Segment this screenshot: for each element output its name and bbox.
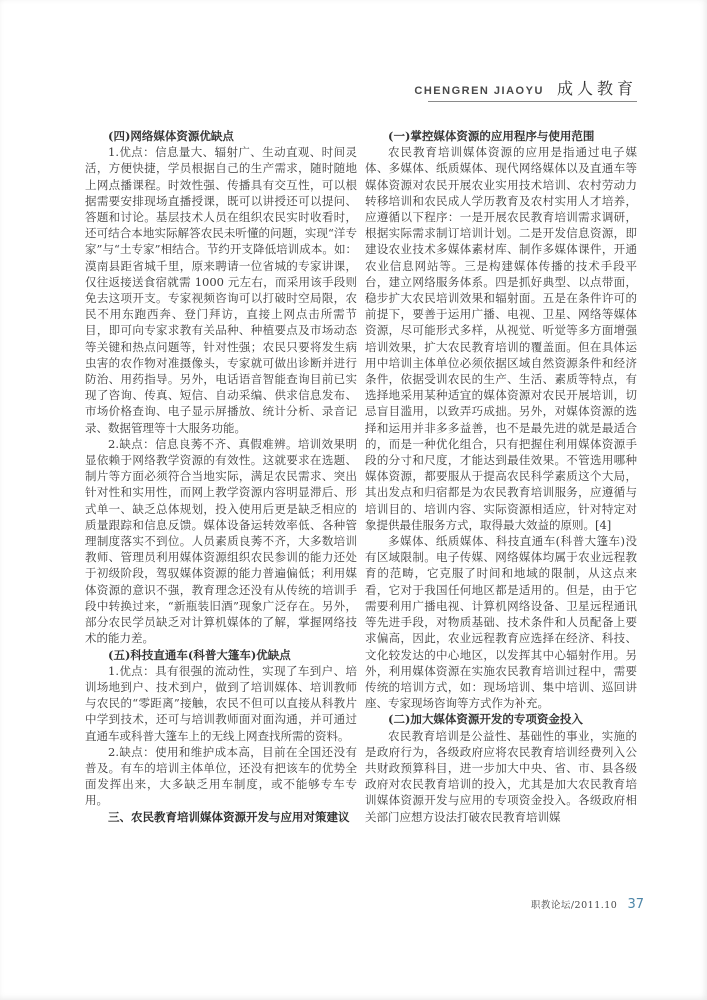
footer-page-number: 37	[627, 897, 644, 912]
paragraph-network-advantages: 1.优点：信息量大、辐射广、生动直观、时间灵活，方便快捷，学员根据自己的生产需求，随时随地上网点播课程。时效性强、传播具有交互性，可以根据需要安排现场直播授课，既可以讲授还可以提问、答题和讨论。基层技术人员在组织农民实时收看时，还可结合本地实际解答农民未听懂的问题，实现“洋专家”与“土专家”相结合。节约开支降低培训成本。如：漠南县距省城千里，原来聘请一位省城的专家讲课，仅往返接送食宿就需 1000 元左右，而采用该手段则免去这项开支。专家视频咨询可以打破时空局限，农民不用东跑西奔、登门拜访，直接上网点击所需节目，即可向专家求教有关品种、种植要点及市场动态等关键和热点问题等，针对性强；农民只要将发生病虫害的农作物对准摄像头，专家就可做出诊断并进行防治、用药指导。另外，电话语音智能查询目前已实现了咨询、传真、短信、自动采编、供求信息发布、市场价格查询、电子显示屏播放、统计分析、录音记录、数据管理等十大服务功能。	[85, 145, 357, 435]
paragraph-express-disadvantages: 2.缺点：使用和维护成本高，目前在全国还没有普及。有车的培训主体单位，还没有把该车的优势全面发挥出来，大多缺乏用车制度，或不能够专车专用。	[85, 744, 357, 808]
right-text-column	[365, 128, 637, 825]
paragraph-express-advantages: 1.优点：具有很强的流动性，实现了车到户、培训场地到户、技术到户，做到了培训媒体、培训教师与农民的“零距离”接触，农民不但可以直接从科教片中学到技术，还可与培训教师面对面沟通，并可通过直通车或科普大篷车上的无线上网查找所需的资料。	[85, 663, 357, 743]
paragraph-network-disadvantages: 2.缺点：信息良莠不齐、真假难辨。培训效果明显依赖于网络教学资源的有效性。这就要求在选题、制片等方面必须符合当地实际，满足农民需求、突出针对性和实用性，而网上教学资源内容明显滞后、形式单一、缺乏总体规划，投入使用后更是缺乏相应的质量跟踪和信息反馈。媒体设备运转效率低、各种管理制度落实不到位。人员素质良莠不齐，大多数培训教师、管理员利用媒体资源组织农民参训的能力还处于初级阶段，驾驭媒体资源的能力普遍偏低；利用媒体资源的意识不强，教育理念还没有从传统的培训手段中转换过来，“新瓶装旧酒”现象广泛存在。另外，部分农民学员缺乏对计算机媒体的了解，掌握网络技术的能力差。	[85, 436, 357, 646]
section-heading-network-media: (四)网络媒体资源优缺点	[108, 129, 234, 143]
paragraph-funding-input: 农民教育培训是公益性、基础性的事业，实施的是政府行为，各级政府应将农民教育培训经费列入公共财政预算科目，进一步加大中央、省、市、县各级政府对农民教育培训的投入，尤其是加大农民教育培训媒体资源开发与应用的专项资金投入。各级政府相关部门应想方设法打破农民教育培训媒	[365, 728, 637, 824]
section-heading-tech-express: (五)科技直通车(科普大篷车)优缺点	[108, 647, 291, 662]
journal-title-chinese: 成人教育	[556, 79, 637, 98]
header-divider	[428, 101, 637, 102]
paragraph-application-procedure: 农民教育培训媒体资源的应用是指通过电子媒体、多媒体、纸质媒体、现代网络媒体以及直通车等媒体资源对农民开展农业实用技术培训、农村劳动力转移培训和农民成人学历教育及农村实用人才培养，应遵循以下程序：一是开展农民教育培训需求调研，根据实际需求制订培训计划。二是开发信息资源，即建设农业技术多媒体素材库、制作多媒体课件，开通农业信息网站等。三是构建媒体传播的技术手段平台，建立网络服务体系。四是抓好典型、以点带面，稳步扩大农民培训效果和辐射面。五是在条件许可的前提下，要善于运用广播、电视、卫星、网络等媒体资源，尽可能形式多样，从视觉、听觉等多方面增强培训效果，扩大农民教育培训的覆盖面。但在具体运用中培训主体单位必须依据区域自然资源条件和经济条件，依据受训农民的生产、生活、素质等特点，有选择地采用某种适宜的媒体资源对农民开展培训，切忌盲目滥用，以致弄巧成拙。另外，对媒体资源的选择和运用并非多多益善，也不是最先进的就是最适合的，而是一种优化组合，只有把握住利用媒体资源手段的分寸和尺度，才能达到最佳效果。不管选用哪种媒体资源，都要服从于提高农民科学素质这个大局，其出发点和归宿都是为农民教育培训服务，应遵循与培训目的、培训内容、实际资源相适应，针对特定对象提供最佳服务方式，取得最大效益的原则。[4]	[365, 145, 637, 532]
paragraph-regional-limits: 多媒体、纸质媒体、科技直通车(科普大篷车)没有区域限制。电子传媒、网络媒体均属于农业远程教育的范畴，它克服了时间和地域的限制，从这点来看，它对于我国任何地区都是适用的。但是，由于它需要利用广播电视、计算机网络设备、卫星远程通讯等先进手段，对物质基础、技术条件和人员配备上要求偏高，因此，农业远程教育应选择在经济、科技、文化较发达的中心地区，以发挥其中心辐射作用。另外，利用媒体资源在实施农民教育培训过程中，需要传统的培训方式，如：现场培训、集中培训、巡回讲座、专家现场咨询等方式作为补充。	[365, 534, 637, 711]
chapter-heading-countermeasures: 三、农民教育培训媒体资源开发与应用对策建议	[108, 809, 350, 824]
journal-header	[414, 76, 637, 99]
left-text-column	[85, 128, 357, 825]
footer-journal-label: 职教论坛/2011.10	[530, 900, 618, 911]
journal-title-pinyin: CHENGREN JIAOYU	[414, 85, 544, 97]
section-heading-special-funds: (二)加大媒体资源开发的专项资金投入	[388, 712, 583, 727]
section-heading-application-scope: (一)掌控媒体资源的应用程序与使用范围	[388, 129, 595, 143]
page-footer	[531, 893, 644, 912]
